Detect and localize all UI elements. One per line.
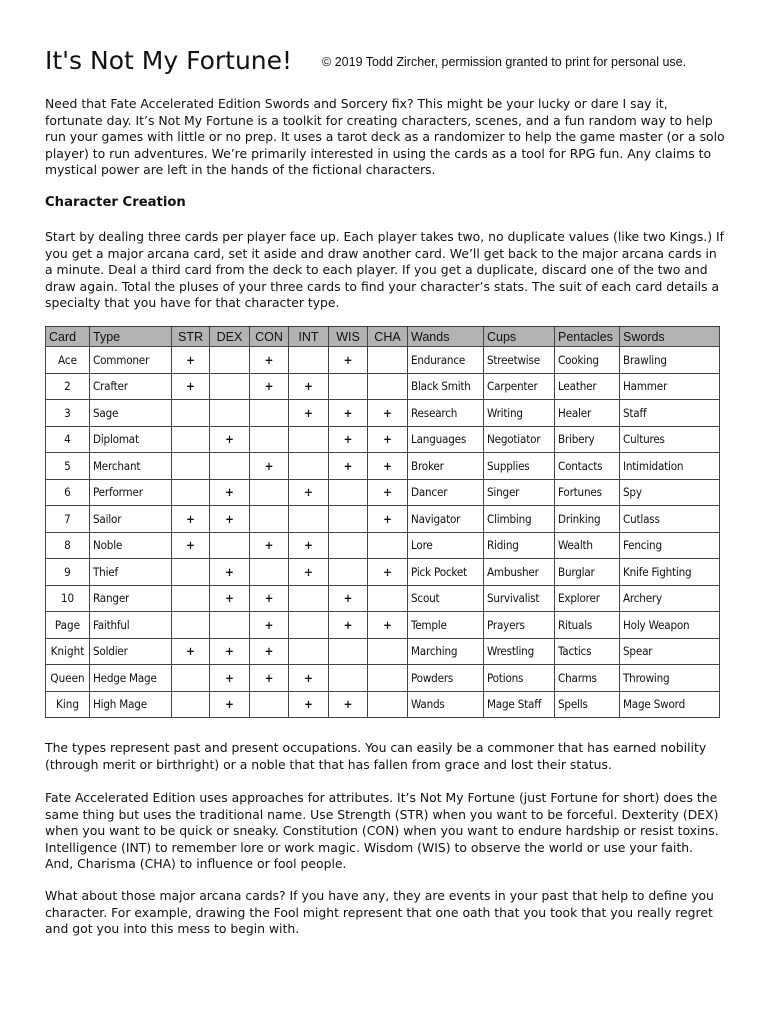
cell-con: + [250,347,289,374]
cell-pentacles: Leather [555,373,620,400]
cell-card: 4 [46,426,90,453]
cell-pentacles: Burglar [555,559,620,586]
column-header-cups: Cups [484,327,555,347]
cell-swords: Staff [620,400,720,427]
cell-str: + [172,532,210,559]
cell-con [250,559,289,586]
cell-int: + [289,400,329,427]
cell-cha: + [368,506,408,533]
table-row [46,665,720,692]
cell-con: + [250,373,289,400]
cell-dex: + [210,665,250,692]
cell-con [250,479,289,506]
cell-cups: Wrestling [484,638,555,665]
cell-card: 6 [46,479,90,506]
table-row [46,559,720,586]
cell-cups: Ambusher [484,559,555,586]
cell-dex [210,373,250,400]
cell-card: 8 [46,532,90,559]
cell-cups: Streetwise [484,347,555,374]
cell-cups: Potions [484,665,555,692]
cell-wis [329,479,368,506]
cell-wands: Navigator [408,506,484,533]
cell-int: + [289,532,329,559]
cell-swords: Archery [620,585,720,612]
cell-card: 9 [46,559,90,586]
cell-int [289,612,329,639]
cell-cups: Climbing [484,506,555,533]
cell-swords: Mage Sword [620,691,720,718]
cell-pentacles: Rituals [555,612,620,639]
cell-cha [368,585,408,612]
cell-con [250,691,289,718]
cell-wis: + [329,400,368,427]
cell-wands: Black Smith [408,373,484,400]
cell-str [172,612,210,639]
cell-cha [368,373,408,400]
cell-con [250,506,289,533]
intro-paragraph: Need that Fate Accelerated Edition Swords and Sorcery fix? This might be your lucky or dare I say it, fortunate day. It’s Not My Fortune is a toolkit for creating characters, scenes, and a fun random way to help run your games with little or no prep. It uses a tarot deck as a randomizer to help the game master (or a solo player) to run adventures. We’re primarily interested in using the cards as a tool for RPG fun. Any claims to mystical power are left in the hands of the fictional characters. [45,96,725,178]
cell-cha [368,532,408,559]
cell-pentacles: Explorer [555,585,620,612]
table-row [46,373,720,400]
cell-dex: + [210,559,250,586]
cell-swords: Knife Fighting [620,559,720,586]
cell-cha: + [368,400,408,427]
cell-int: + [289,479,329,506]
cell-con: + [250,665,289,692]
cell-str [172,585,210,612]
cell-cha: + [368,426,408,453]
cell-con [250,426,289,453]
cell-type: Performer [90,479,172,506]
cell-str [172,400,210,427]
column-header-wis: WIS [329,327,368,347]
cell-con: + [250,612,289,639]
cell-wands: Marching [408,638,484,665]
cell-int: + [289,691,329,718]
cell-wis [329,506,368,533]
cell-type: Crafter [90,373,172,400]
cell-cha [368,665,408,692]
cell-cups: Riding [484,532,555,559]
cell-wands: Wands [408,691,484,718]
cell-cha: + [368,559,408,586]
cell-type: Hedge Mage [90,665,172,692]
cell-pentacles: Charms [555,665,620,692]
cell-wis [329,559,368,586]
cell-swords: Brawling [620,347,720,374]
cell-wis: + [329,585,368,612]
table-row [46,347,720,374]
cell-card: Queen [46,665,90,692]
cell-wis [329,638,368,665]
cell-cups: Negotiator [484,426,555,453]
types-paragraph: The types represent past and present occupations. You can easily be a commoner that has earned nobility (through merit or birthright) or a noble that that has fallen from grace and lost their status. [45,740,707,772]
cell-str: + [172,506,210,533]
cell-dex: + [210,426,250,453]
cell-int [289,426,329,453]
cell-dex: + [210,479,250,506]
table-header-row [46,327,720,347]
cell-str: + [172,373,210,400]
cell-con: + [250,585,289,612]
title-row [45,46,735,75]
cell-int [289,506,329,533]
cell-cha: + [368,453,408,480]
cell-pentacles: Contacts [555,453,620,480]
table-row [46,691,720,718]
cell-dex: + [210,506,250,533]
table-row [46,426,720,453]
cell-type: Thief [90,559,172,586]
cell-str [172,691,210,718]
cell-wands: Broker [408,453,484,480]
cell-card: 3 [46,400,90,427]
cell-wands: Dancer [408,479,484,506]
cell-swords: Spy [620,479,720,506]
cell-wis [329,665,368,692]
cell-cups: Mage Staff [484,691,555,718]
cell-swords: Fencing [620,532,720,559]
cell-cups: Writing [484,400,555,427]
cell-type: Commoner [90,347,172,374]
cell-dex [210,532,250,559]
cell-cups: Supplies [484,453,555,480]
copyright-notice: © 2019 Todd Zircher, permission granted to print for personal use. [322,55,687,69]
table-body [46,347,720,718]
cell-card: Knight [46,638,90,665]
cell-str [172,665,210,692]
cell-cha [368,347,408,374]
cell-swords: Cultures [620,426,720,453]
cell-int: + [289,373,329,400]
cell-int: + [289,559,329,586]
page-title: It's Not My Fortune! [45,46,293,75]
column-header-int: INT [289,327,329,347]
column-header-con: CON [250,327,289,347]
cell-str [172,479,210,506]
cell-wands: Languages [408,426,484,453]
column-header-pentacles: Pentacles [555,327,620,347]
cell-cups: Prayers [484,612,555,639]
cell-swords: Cutlass [620,506,720,533]
cell-int: + [289,665,329,692]
cell-type: Noble [90,532,172,559]
cell-wis [329,532,368,559]
table-row [46,638,720,665]
cell-card: King [46,691,90,718]
cell-wis [329,373,368,400]
cell-type: Faithful [90,612,172,639]
cell-type: Merchant [90,453,172,480]
cell-con: + [250,638,289,665]
column-header-cha: CHA [368,327,408,347]
cell-dex [210,400,250,427]
cell-dex: + [210,638,250,665]
character-creation-paragraph: Start by dealing three cards per player face up. Each player takes two, no duplicate values (like two Kings.) If you get a major arcana card, set it aside and draw another card. We’ll get back to the major arcana cards in a minute. Deal a third card from the deck to each player. If you get a duplicate, discard one of the two and draw again. Total the pluses of your three cards to find your character’s stats. The suit of each card details a specialty that you have for that character type. [45,229,725,311]
approaches-paragraph: Fate Accelerated Edition uses approaches for attributes. It’s Not My Fortune (just Fortune for short) does the same thing but uses the traditional name. Use Strength (STR) when you want to be forceful. Dexterity (DEX) when you want to be quick or sneaky. Constitution (CON) when you want to endure hardship or resist toxins. Intelligence (INT) to remember lore or work magic. Wisdom (WIS) to observe the world or use your faith. And, Charisma (CHA) to influence or fool people. [45,790,719,872]
cell-con: + [250,453,289,480]
cell-type: Ranger [90,585,172,612]
cell-cups: Carpenter [484,373,555,400]
cell-pentacles: Healer [555,400,620,427]
cell-wands: Lore [408,532,484,559]
cell-cha: + [368,612,408,639]
cell-cups: Survivalist [484,585,555,612]
column-header-dex: DEX [210,327,250,347]
cell-cha [368,638,408,665]
cell-pentacles: Bribery [555,426,620,453]
cell-cha [368,691,408,718]
table-row [46,453,720,480]
cell-wands: Temple [408,612,484,639]
cell-pentacles: Spells [555,691,620,718]
cell-con [250,400,289,427]
cell-card: Page [46,612,90,639]
cell-dex: + [210,585,250,612]
cell-card: 7 [46,506,90,533]
cell-wands: Powders [408,665,484,692]
cell-card: 10 [46,585,90,612]
cell-wis: + [329,691,368,718]
cell-wis: + [329,347,368,374]
column-header-str: STR [172,327,210,347]
column-header-swords: Swords [620,327,720,347]
cell-wands: Endurance [408,347,484,374]
cell-int [289,347,329,374]
table-row [46,612,720,639]
cell-swords: Holy Weapon [620,612,720,639]
cell-int [289,453,329,480]
cell-card: Ace [46,347,90,374]
cell-dex [210,453,250,480]
cell-card: 5 [46,453,90,480]
cell-type: Soldier [90,638,172,665]
cell-wands: Scout [408,585,484,612]
cell-str [172,453,210,480]
cell-wands: Research [408,400,484,427]
cell-swords: Throwing [620,665,720,692]
cell-swords: Intimidation [620,453,720,480]
table-row [46,585,720,612]
cell-cha: + [368,479,408,506]
cell-int [289,638,329,665]
cell-con: + [250,532,289,559]
major-arcana-paragraph: What about those major arcana cards? If you have any, they are events in your past that help to define you character. For example, drawing the Fool might represent that one oath that you took that you really regret and got you into this mess to begin with. [45,888,714,937]
section-heading-character-creation: Character Creation [45,195,186,210]
cell-str [172,559,210,586]
cell-wis: + [329,453,368,480]
cell-dex [210,612,250,639]
cell-type: Sailor [90,506,172,533]
cell-pentacles: Tactics [555,638,620,665]
cell-dex: + [210,691,250,718]
cell-card: 2 [46,373,90,400]
cell-dex [210,347,250,374]
cell-type: Diplomat [90,426,172,453]
character-type-table [45,326,720,718]
cell-type: High Mage [90,691,172,718]
cell-str: + [172,347,210,374]
cell-swords: Hammer [620,373,720,400]
cell-str [172,426,210,453]
table-row [46,479,720,506]
cell-str: + [172,638,210,665]
cell-int [289,585,329,612]
cell-pentacles: Drinking [555,506,620,533]
cell-cups: Singer [484,479,555,506]
column-header-card: Card [46,327,90,347]
cell-type: Sage [90,400,172,427]
cell-wands: Pick Pocket [408,559,484,586]
cell-swords: Spear [620,638,720,665]
cell-pentacles: Fortunes [555,479,620,506]
cell-wis: + [329,612,368,639]
table-row [46,506,720,533]
column-header-wands: Wands [408,327,484,347]
cell-pentacles: Wealth [555,532,620,559]
column-header-type: Type [90,327,172,347]
table-row [46,532,720,559]
table-row [46,400,720,427]
cell-wis: + [329,426,368,453]
cell-pentacles: Cooking [555,347,620,374]
